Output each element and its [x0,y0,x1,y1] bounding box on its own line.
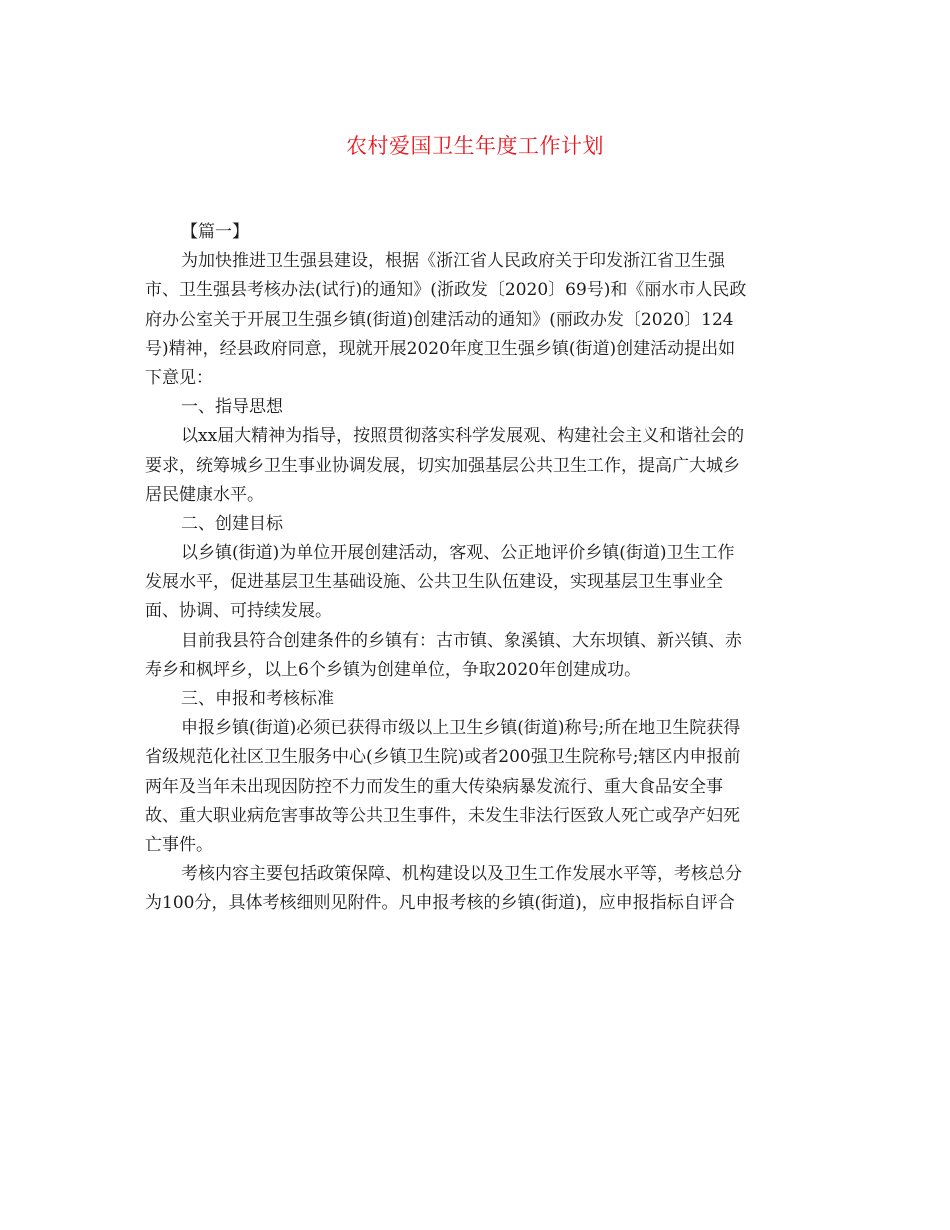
paragraph-line: 府办公室关于开展卫生强乡镇(街道)创建活动的通知》(丽政办发〔2020〕124 [145,309,734,330]
paragraph-line: 面、协调、可持续发展。 [145,601,332,622]
paragraph-line: 号)精神，经县政府同意，现就开展2020年度卫生强乡镇(街道)创建活动提出如 [145,338,736,359]
paragraph-line: 二、创建目标 [181,513,283,534]
paragraph-line: 以乡镇(街道)为单位开展创建活动，客观、公正地评价乡镇(街道)卫生工作 [181,543,735,564]
paragraph-line: 为加快推进卫生强县建设，根据《浙江省人民政府关于印发浙江省卫生强 [181,251,725,272]
document-body [145,218,810,919]
paragraph-line: 下意见： [145,367,213,388]
document-title: 农村爱国卫生年度工作计划 [346,134,604,158]
paragraph-line: 目前我县符合创建条件的乡镇有：古市镇、象溪镇、大东坝镇、新兴镇、赤 [181,630,742,651]
paragraph-line: 考核内容主要包括政策保障、机构建设以及卫生工作发展水平等，考核总分 [181,864,742,885]
paragraph-line: 居民健康水平。 [145,484,264,505]
paragraph-line: 亡事件。 [145,834,213,855]
paragraph-line: 寿乡和枫坪乡，以上6个乡镇为创建单位，争取2020年创建成功。 [145,659,642,680]
paragraph-line: 故、重大职业病危害事故等公共卫生事件，未发生非法行医致人死亡或孕产妇死 [145,805,740,826]
paragraph-line: 为100分，具体考核细则见附件。凡申报考核的乡镇(街道)，应申报指标自评合 [145,893,735,914]
paragraph-line: 三、申报和考核标准 [181,689,334,709]
paragraph-line: 要求，统筹城乡卫生事业协调发展，切实加强基层公共卫生工作，提高广大城乡 [145,455,740,476]
paragraph-line: 【篇一】 [181,222,249,242]
paragraph-line: 申报乡镇(街道)必须已获得市级以上卫生乡镇(街道)称号;所在地卫生院获得 [181,718,741,739]
paragraph-line: 省级规范化社区卫生服务中心(乡镇卫生院)或者200强卫生院称号;辖区内申报前 [145,747,741,768]
paragraph-line: 两年及当年未出现因防控不力而发生的重大传染病暴发流行、重大食品安全事 [145,776,723,797]
paragraph-line: 发展水平，促进基层卫生基础设施、公共卫生队伍建设，实现基层卫生事业全 [145,572,723,593]
paragraph-line: 一、指导思想 [181,397,283,418]
paragraph-line: 市、卫生强县考核办法(试行)的通知》(浙政发〔2020〕69号)和《丽水市人民政 [145,280,747,301]
paragraph-line: 以xx届大精神为指导，按照贯彻落实科学发展观、构建社会主义和谐社会的 [181,426,745,447]
